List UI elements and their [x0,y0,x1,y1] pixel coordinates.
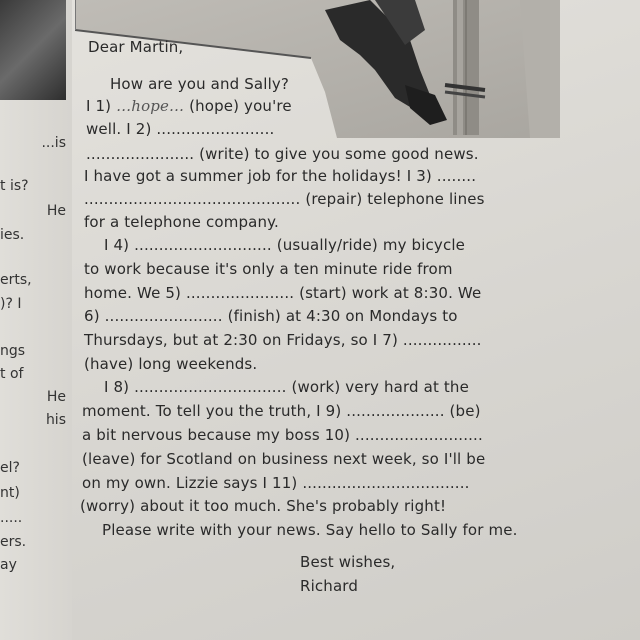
left-fragment: ers. [0,534,27,550]
letter-line: a bit nervous because my boss 10) .......................... [82,426,483,444]
letter-line: (leave) for Scotland on business next week, so I'll be [82,450,486,468]
letter-line: on my own. Lizzie says I 11) .................................. [82,474,470,492]
left-fragment: ies. [0,227,25,243]
letter-line: home. We 5) ...................... (start) work at 8:30. We [84,284,482,302]
letter-line: How are you and Sally? [110,75,290,93]
letter-line: for a telephone company. [84,213,279,231]
left-fragment: el? [0,460,20,476]
letter-line: 6) ........................ (finish) at 4:30 on Mondays to [84,307,458,325]
letter-line: (have) long weekends. [84,355,258,373]
letter-line: ............................................ (repair) telephone lines [84,190,485,208]
letter-line: moment. To tell you the truth, I 9) .................... (be) [82,402,481,420]
letter-line: I 8) ............................... (work) very hard at the [104,378,469,396]
letter-line: Please write with your news. Say hello to Sally for me. [102,521,518,539]
left-fragment: t of [0,366,24,382]
letter-signature: Richard [300,577,359,595]
handwritten-answer: …hope… [116,97,185,115]
letter-line: well. I 2) ........................ [86,120,275,138]
left-fragment: He [46,389,66,405]
line-segment: (hope) you're [184,97,292,115]
left-fragment: erts, [0,272,32,288]
left-fragment: t is? [0,178,29,194]
letter-closing: Best wishes, [300,553,396,571]
letter-line: I 4) ............................ (usually/ride) my bicycle [104,236,466,254]
letter-line [86,97,292,115]
letter-greeting: Dear Martin, [88,38,184,56]
letter-line: ...................... (write) to give you some good news. [86,145,479,163]
left-fragment: He [46,203,66,219]
left-fragment: ngs [0,343,26,359]
left-fragment: ay [0,557,17,573]
left-fragment: nt) [0,485,20,501]
left-fragment: his [45,412,66,428]
left-fragment: ...is [41,135,66,151]
letter-line: (worry) about it too much. She's probably right! [80,497,447,515]
letter-line: Thursdays, but at 2:30 on Fridays, so I 7) ................ [84,331,482,349]
letter-line: I have got a summer job for the holidays! I 3) ........ [84,167,477,185]
line-segment: I 1) [86,97,117,115]
left-fragment: )? I [0,296,22,312]
left-fragment: ..... [0,510,23,526]
letter-line: to work because it's only a ten minute ride from [84,260,453,278]
